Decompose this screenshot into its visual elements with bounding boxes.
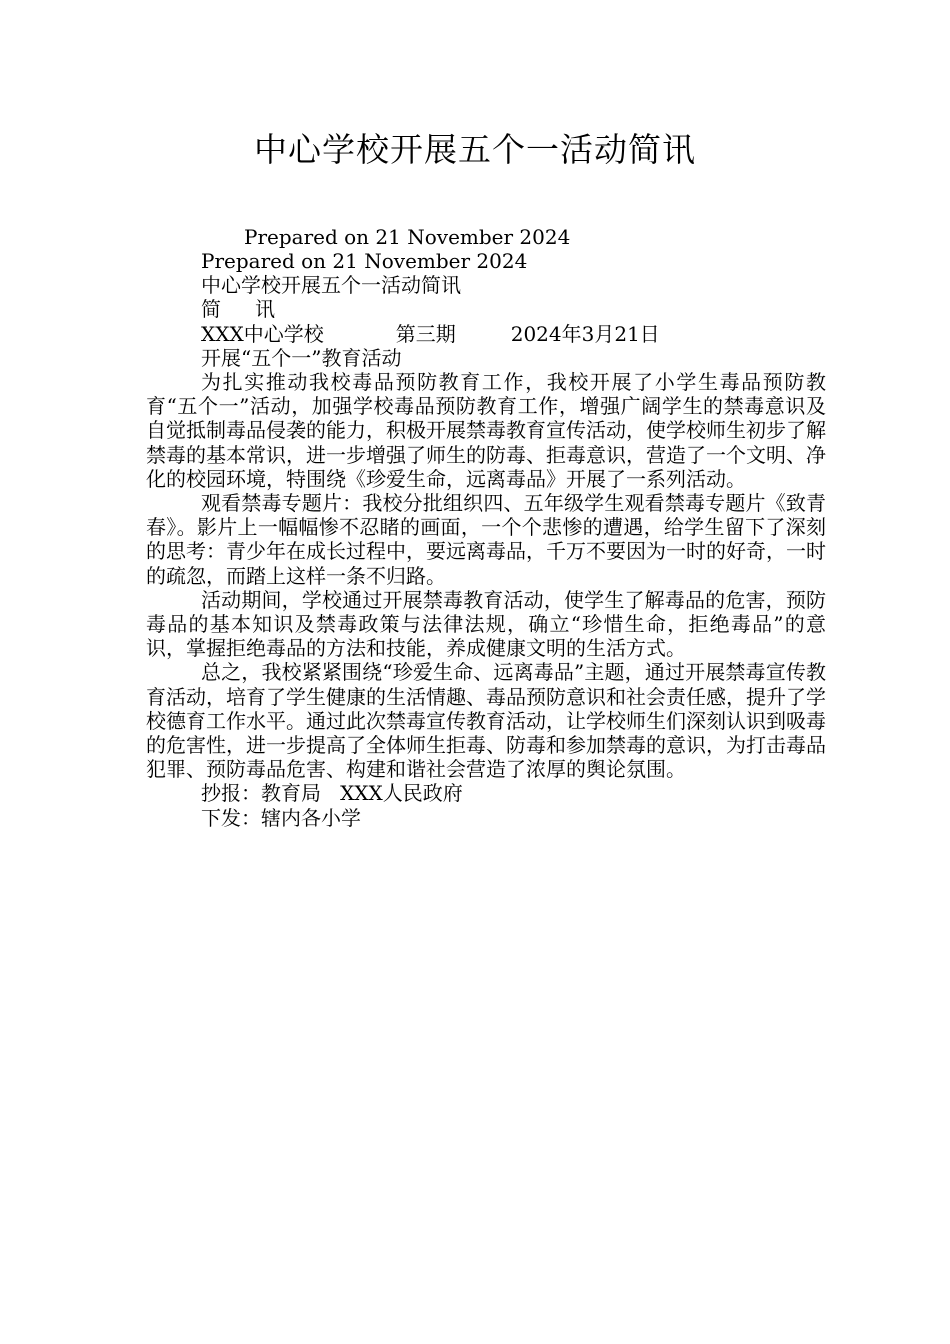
prepared-date-line: Prepared on 21 November 2024 xyxy=(244,225,571,249)
distribute-line: 下发：辖内各小学 xyxy=(201,805,361,830)
bulletin-subtitle: 中心学校开展五个一活动简讯 xyxy=(201,273,461,298)
paragraph-activities: 活动期间，学校通过开展禁毒教育活动，使学生了解毒品的危害，预防毒品的基本知识及禁毒政策与法律法规，确立“珍惜生命，拒绝毒品”的意识，掌握拒绝毒品的方法和技能，养成健康文明的生活方式。 xyxy=(146,587,826,661)
cc-line: 抄报：教育局 XXX人民政府 xyxy=(201,781,463,806)
paragraph-intro: 为扎实推动我校毒品预防教育工作，我校开展了小学生毒品预防教育“五个一”活动，加强学校毒品预防教育工作，增强广阔学生的禁毒意识及自觉抵制毒品侵袭的能力，积极开展禁毒教育宣传活动，使学校师生初步了解禁毒的基本常识，进一步增强了师生的防毒、拒毒意识，营造了一个文明、净化的校园环境，特围绕《珍爱生命，远离毒品》开展了一系列活动。 xyxy=(146,369,826,491)
article-heading: 开展“五个一”教育活动 xyxy=(201,345,402,370)
document-body xyxy=(146,249,826,830)
prepared-date-line-2: Prepared on 21 November 2024 xyxy=(201,249,528,273)
bulletin-label xyxy=(146,297,826,321)
bulletin-label-jian: 简 xyxy=(201,297,221,322)
bulletin-header xyxy=(146,322,826,346)
issue-date: 2024年3月21日 xyxy=(510,321,660,346)
document-title: 中心学校开展五个一活动简讯 xyxy=(254,130,696,169)
issue-number: 第三期 xyxy=(395,321,456,346)
bulletin-label-xun: 讯 xyxy=(255,297,275,322)
school-name: XXX中心学校 xyxy=(201,321,324,346)
paragraph-summary: 总之，我校紧紧围绕“珍爱生命、远离毒品”主题，通过开展禁毒宣传教育活动，培育了学生健康的生活情趣、毒品预防意识和社会责任感，提升了学校德育工作水平。通过此次禁毒宣传教育活动，让学校师生们深刻认识到吸毒的危害性，进一步提高了全体师生拒毒、防毒和参加禁毒的意识，为打击毒品犯罪、预防毒品危害、构建和谐社会营造了浓厚的舆论氛围。 xyxy=(146,660,826,782)
paragraph-film: 观看禁毒专题片：我校分批组织四、五年级学生观看禁毒专题片《致青春》。影片上一幅幅惨不忍睹的画面，一个个悲惨的遭遇，给学生留下了深刻的思考：青少年在成长过程中，要远离毒品，千万不要因为一时的好奇，一时的疏忽，而踏上这样一条不归路。 xyxy=(146,490,826,588)
